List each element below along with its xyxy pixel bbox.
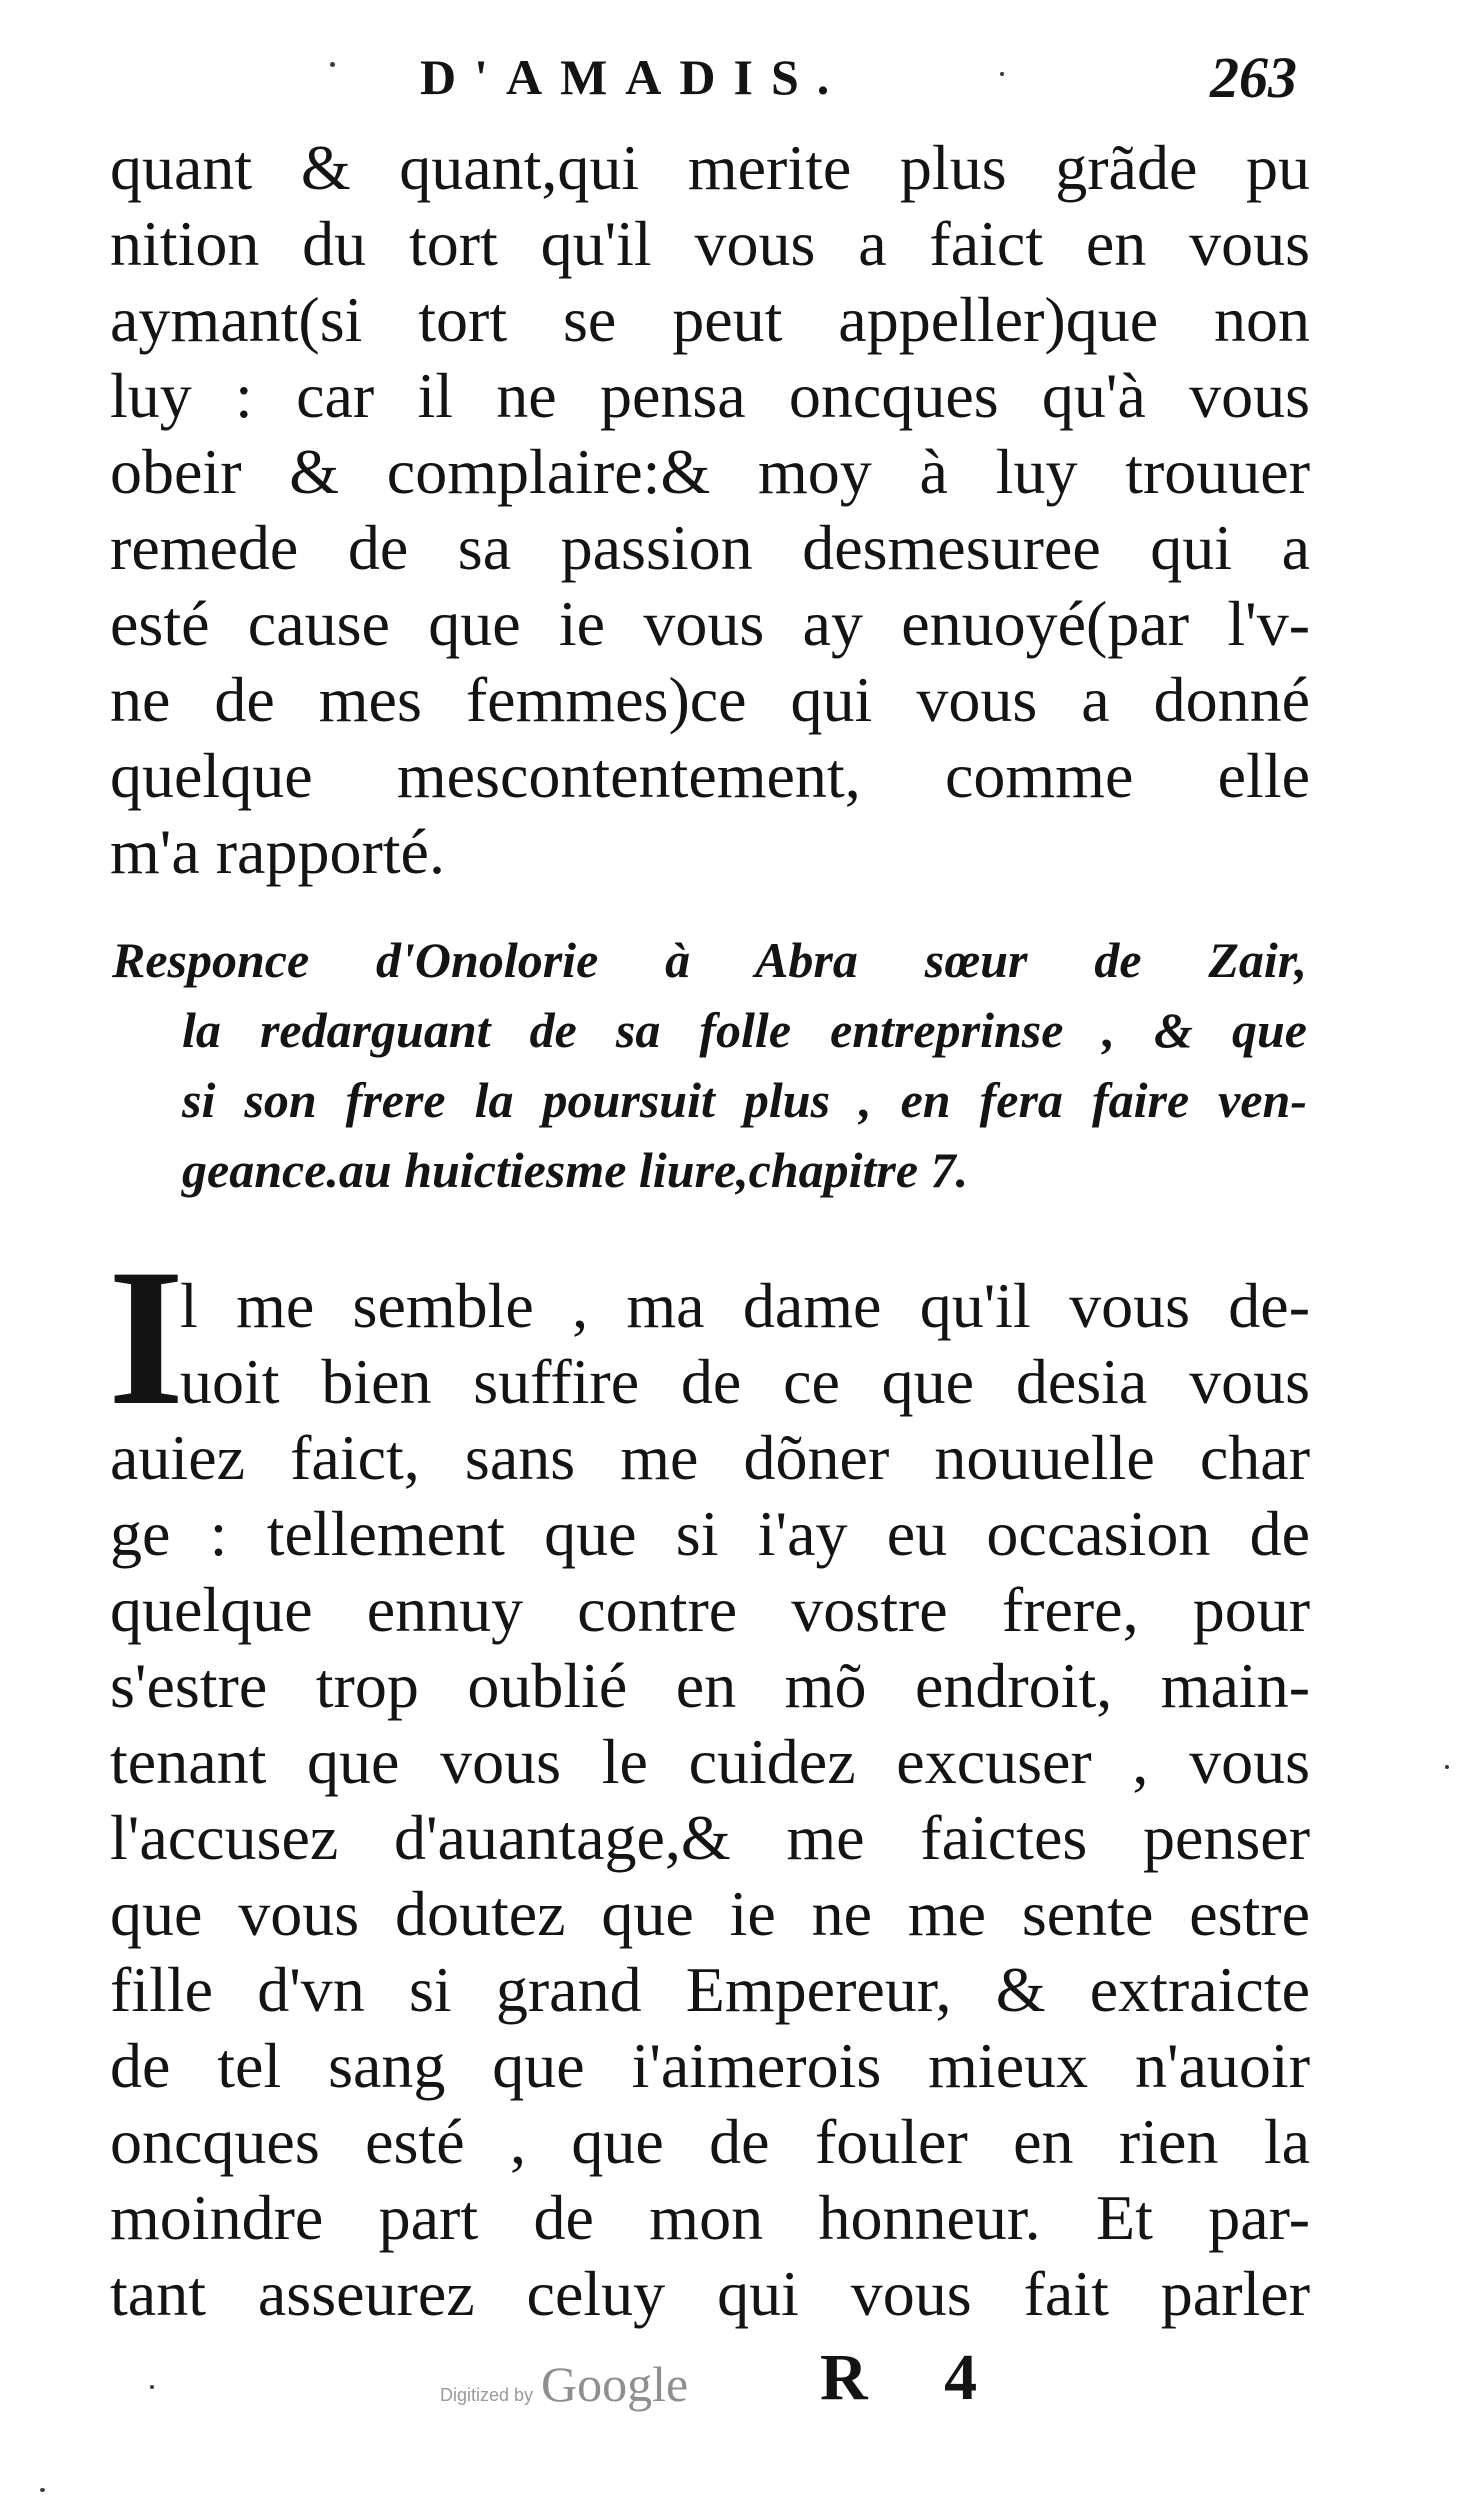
page-number: 263 [1210,45,1297,110]
text-line: l'accusez d'auantage,& me faictes penser [110,1802,1310,1873]
section-heading-line: Responce d'Onolorie à Abra sœur de Zair, [112,932,1307,988]
text-line: luy : car il ne pensa oncques qu'à vous [110,360,1310,431]
drop-cap: I [108,1229,185,1446]
text-line: de tel sang que i'aimerois mieux n'auoir [110,2030,1310,2101]
section-heading-line: la redarguant de sa folle entreprinse , & que [182,1002,1307,1058]
text-line: uoit bien suffire de ce que desia vous [180,1346,1310,1417]
text-line: esté cause que ie vous ay enuoyé(par l'v- [110,588,1310,659]
text-line: nition du tort qu'il vous a faict en vous [110,208,1310,279]
text-line: ge : tellement que si i'ay eu occasion de [110,1498,1310,1569]
text-line: obeir & complaire:& moy à luy trouuer [110,436,1310,507]
ink-speck [150,2385,154,2389]
text-line: que vous doutez que ie ne me sente estre [110,1878,1310,1949]
text-line: l me semble , ma dame qu'il vous de- [180,1270,1310,1341]
text-line: quelque ennuy contre vostre frere, pour [110,1574,1310,1645]
watermark-prefix: Digitized by [440,2385,534,2405]
text-line: tant asseurez celuy qui vous fait parler [110,2258,1310,2329]
text-line: oncques esté , que de fouler en rien la [110,2106,1310,2177]
ink-speck [40,2488,45,2492]
text-line: quelque mescontentement, comme elle [110,740,1310,811]
digitization-watermark [440,2355,688,2413]
text-line: auiez faict, sans me dõner nouuelle char [110,1422,1310,1493]
text-line: ne de mes femmes)ce qui vous a donné [110,664,1310,735]
text-line: tenant que vous le cuidez excuser , vous [110,1726,1310,1797]
text-line: quant & quant,qui merite plus grãde pu [110,132,1310,203]
text-line: s'estre trop oublié en mõ endroit, main- [110,1650,1310,1721]
section-heading-line: si son frere la poursuit plus , en fera faire ven- [182,1072,1307,1128]
signature-mark: R 4 [820,2341,1008,2414]
google-logo: Google [541,2356,689,2412]
section-heading-line: geance.au huictiesme liure,chapitre 7. [182,1142,969,1198]
ink-speck [330,62,335,67]
text-line: fille d'vn si grand Empereur, & extraicte [110,1954,1310,2025]
running-head: D'AMADIS. [420,49,848,105]
text-line: remede de sa passion desmesuree qui a [110,512,1310,583]
text-line: moindre part de mon honneur. Et par- [110,2182,1310,2253]
text-line: m'a rapporté. [110,816,445,887]
text-line: aymant(si tort se peut appeller)que non [110,284,1310,355]
ink-speck [1000,72,1004,76]
ink-speck [1445,1765,1449,1769]
